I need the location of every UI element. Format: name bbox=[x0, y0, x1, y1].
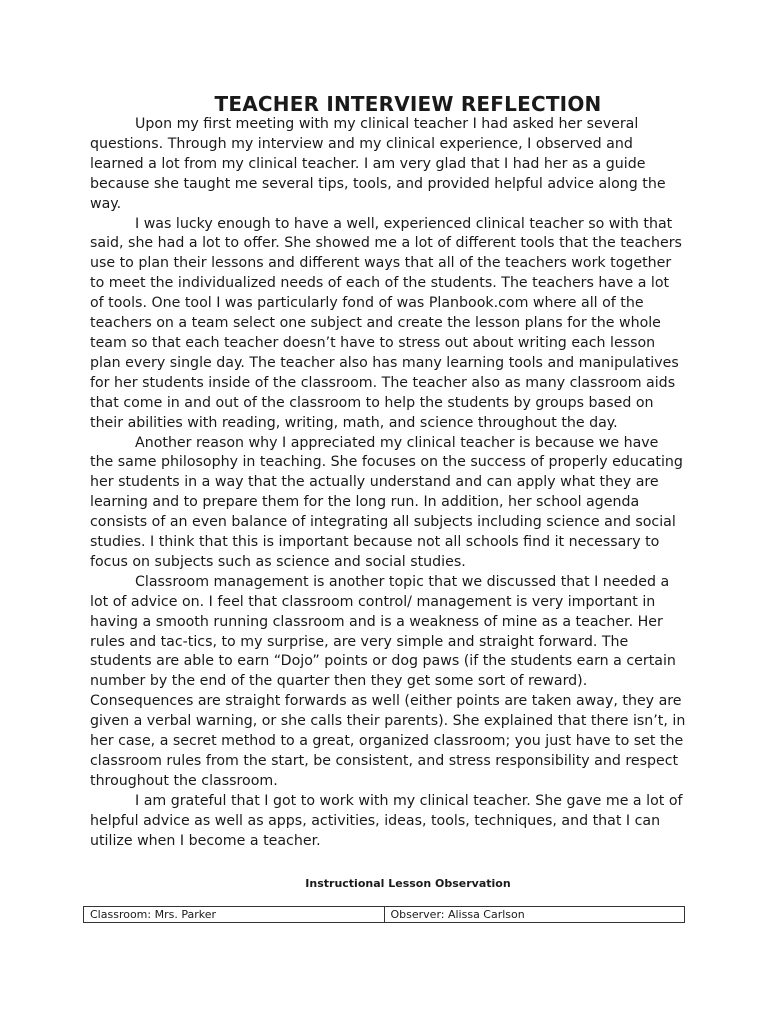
document-body bbox=[90, 115, 686, 852]
paragraph-1: Upon my first meeting with my clinical teacher I had asked her several questions. Through my interview and my clinical experience, I observed and learned a lot from my clinical teacher. I am very glad that I had her as a guide because she taught me several tips, tools, and provided helpful advice along the way. bbox=[90, 116, 666, 212]
paragraph-5: I am grateful that I got to work with my clinical teacher. She gave me a lot of helpful advice as well as apps, activities, ideas, tools, techniques, and that I can utilize when I become a teacher. bbox=[90, 792, 683, 849]
paragraph-4: Classroom management is another topic that we discussed that I needed a lot of advice on. I feel that classroom control/ management is very important in having a smooth running classroom and is a weakness of mine as a teacher. Her rules and tac-tics, to my surprise, are very simple and straight forward. The students are able to earn “Dojo” points or dog paws (if the students earn a certain number by the end of the quarter then they get some sort of reward). Consequences are straight forwards as well (either points are taken away, they are given a verbal warning, or she calls their parents). She explained that there isn’t, in her case, a secret method to a great, organized classroom; you just have to set the classroom rules from the start, be consistent, and stress responsibility and respect throughout the classroom. bbox=[90, 573, 686, 789]
document-title: TEACHER INTERVIEW REFLECTION bbox=[214, 92, 602, 116]
observation-table bbox=[83, 906, 685, 923]
table-row bbox=[84, 907, 685, 923]
observer-cell: Observer: Alissa Carlson bbox=[384, 907, 685, 923]
paragraph-3: Another reason why I appreciated my clinical teacher is because we have the same philosophy in teaching. She focuses on the success of properly educating her students in a way that the actually understand and can apply what they are learning and to prepare them for the long run. In addition, her school agenda consists of an even balance of integrating all subjects including science and social studies. I think that this is important because not all schools find it necessary to focus on subjects such as science and social studies. bbox=[90, 434, 683, 570]
classroom-cell: Classroom: Mrs. Parker bbox=[84, 907, 385, 923]
paragraph-2: I was lucky enough to have a well, experienced clinical teacher so with that said, she had a lot to offer. She showed me a lot of different tools that the teachers use to plan their lessons and different ways that all of the teachers work together to meet the individualized needs of each of the students. The teachers have a lot of tools. One tool I was particularly fond of was Planbook.com where all of the teachers on a team select one subject and create the lesson plans for the whole team so that each teacher doesn’t have to stress out about writing each lesson plan every single day. The teacher also has many learning tools and manipulatives for her students inside of the classroom. The teacher also as many classroom aids that come in and out of the classroom to help the students by groups based on their abilities with reading, writing, math, and science throughout the day. bbox=[90, 215, 682, 431]
observation-heading: Instructional Lesson Observation bbox=[305, 877, 511, 890]
